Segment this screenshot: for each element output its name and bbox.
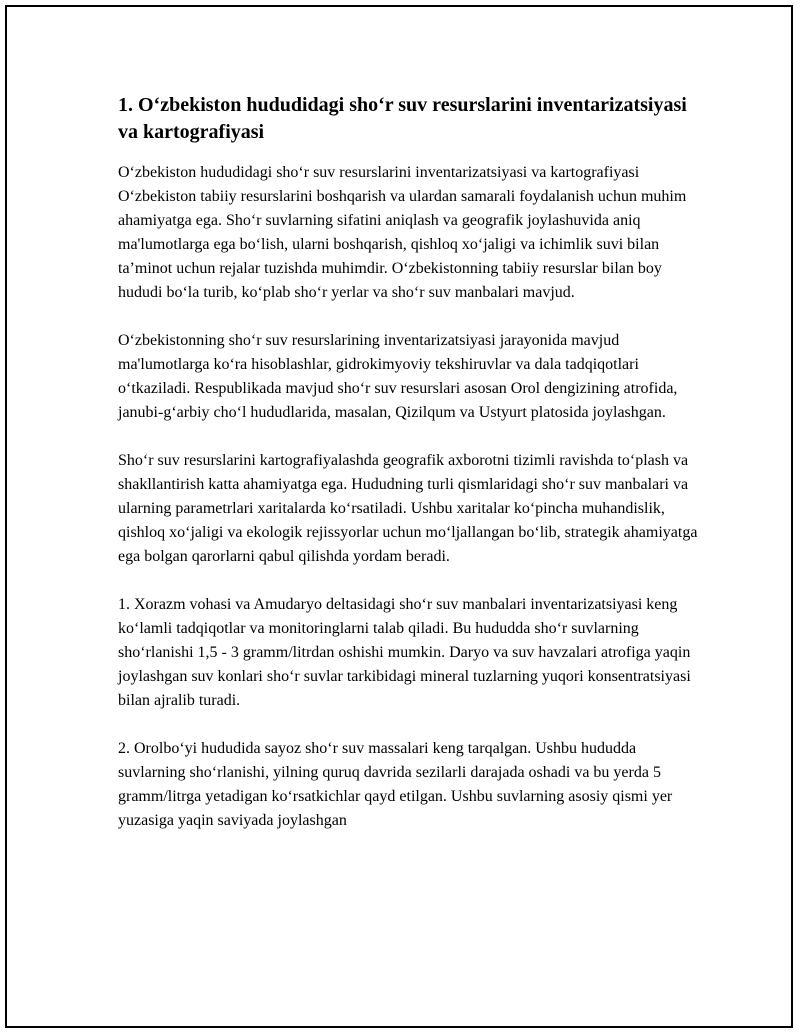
paragraph-cartography: Sho‘r suv resurslarini kartografiyalashda geografik axborotni tizimli ravishda to‘plash va shakllantirish katta ahamiyatga ega. Hududning turli qismlaridagi sho‘r suv manbalari va ularning parametrlari xaritalarda ko‘rsatiladi. Ushbu xaritalar ko‘pincha muhandislik, qishloq xo‘jaligi va ekologik rejissyorlar uchun mo‘ljallangan bo‘lib, strategik ahamiyatga ega bolgan qarorlarni qabul qilishda yordam beradi.: [118, 452, 698, 565]
paragraph-item-1: 1. Xorazm vohasi va Amudaryo deltasidagi sho‘r suv manbalari inventarizatsiyasi keng ko‘lamli tadqiqotlar va monitoringlarni talab qiladi. Bu hududda sho‘r suvlarning sho‘rlanishi 1,5 - 3 gramm/litrdan oshishi mumkin. Daryo va suv havzalari atrofiga yaqin joylashgan suv konlari sho‘r suvlar tarkibidagi mineral tuzlarning yuqori konsentratsiyasi bilan ajralib turadi.: [118, 596, 691, 709]
paragraph-item-2: 2. Orolbo‘yi hududida sayoz sho‘r suv massalari keng tarqalgan. Ushbu hududda suvlarning sho‘rlanishi, yilning quruq davrida sezilarli darajada oshadi va bu yerda 5 gramm/litrga yetadigan ko‘rsatkichlar qayd etilgan. Ushbu suvlarning asosiy qismi yer yuzasiga yaqin saviyada joylashgan: [118, 740, 673, 829]
paragraph-intro: O‘zbekiston hududidagi sho‘r suv resurslarini inventarizatsiyasi va kartografiyasi O‘zbekiston tabiiy resurslarini boshqarish va ulardan samarali foydalanish uchun muhim ahamiyatga ega. Sho‘r suvlarning sifatini aniqlash va geografik joylashuvida aniq ma'lumotlarga ega bo‘lish, ularni boshqarish, qishloq xo‘jaligi va ichimlik suvi bilan ta’minot uchun rejalar tuzishda muhimdir. O‘zbekistonning tabiiy resurslar bilan boy hududi bo‘la turib, ko‘plab sho‘r yerlar va sho‘r suv manbalari mavjud.: [118, 164, 687, 301]
document-body: [118, 92, 698, 857]
section-heading: 1. O‘zbekiston hududidagi sho‘r suv resurslarini inventarizatsiyasi va kartografiyasi: [118, 94, 687, 143]
paragraph-inventory: O‘zbekistonning sho‘r suv resurslarining inventarizatsiyasi jarayonida mavjud ma'lumotlarga ko‘ra hisoblashlar, gidrokimyoviy tekshiruvlar va dala tadqiqotlari o‘tkaziladi. Respublikada mavjud sho‘r suv resurslari asosan Orol dengizining atrofida, janubi-g‘arbiy cho‘l hududlarida, masalan, Qizilqum va Ustyurt platosida joylashgan.: [118, 332, 678, 421]
